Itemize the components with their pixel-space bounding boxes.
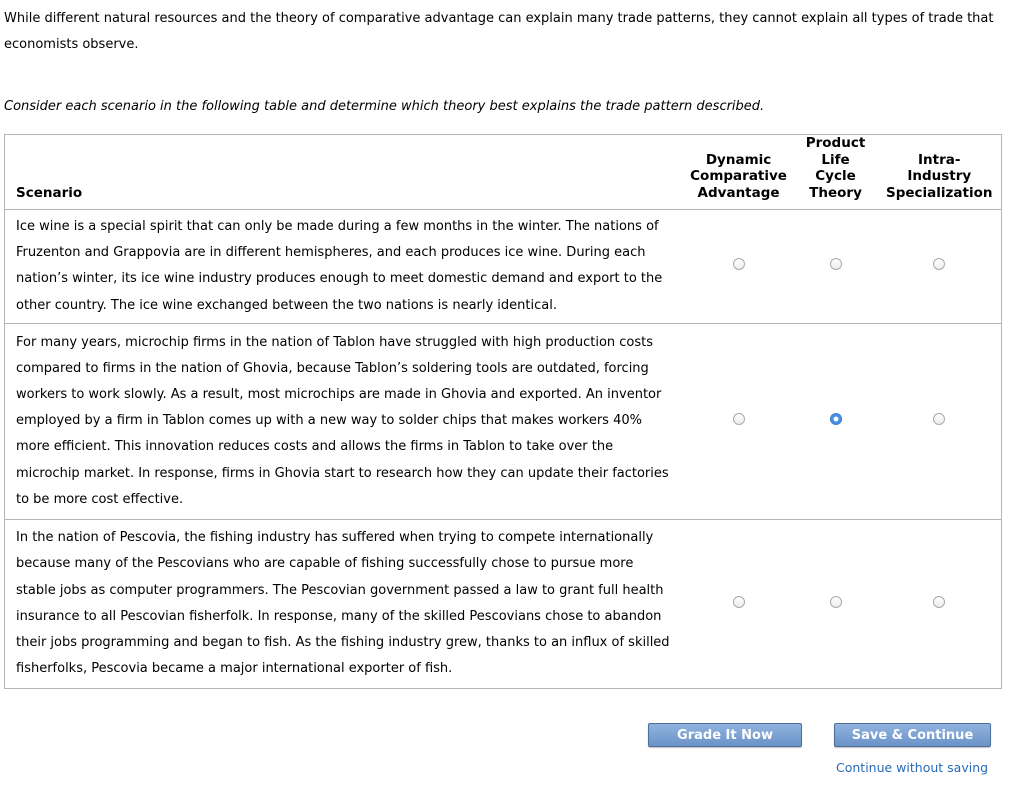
table-row <box>5 519 1002 688</box>
scenario-header: Scenario <box>16 184 83 201</box>
column-header-line: Specialization <box>886 184 993 201</box>
radio-dynamic-comparative-advantage[interactable] <box>733 413 745 425</box>
column-header-intra-industry-specialization <box>878 135 1002 210</box>
radio-dynamic-comparative-advantage[interactable] <box>733 596 745 608</box>
column-header-line: Intra- <box>918 151 961 168</box>
column-header-line: Product <box>805 135 866 151</box>
radio-intra-industry-specialization[interactable] <box>933 258 945 270</box>
radio-cell <box>794 323 878 519</box>
scenario-text: Ice wine is a special spirit that can only be made during a few months in the winter. The nations of Fruzenton and Grappovia are in different hemispheres, and each produces ice wine. During each nation’s winter, its ice wine industry produces enough to meet domestic demand and export to the other country. The ice wine exchanged between the two nations is nearly identical. <box>5 210 684 324</box>
scenario-table <box>4 134 1002 689</box>
scenario-text: For many years, microchip firms in the nation of Tablon have struggled with high production costs compared to firms in the nation of Ghovia, because Tablon’s soldering tools are outdated, forcing workers to work slowly. As a result, most microchips are made in Ghovia and exported. An inventor employed by a firm in Tablon comes up with a new way to solder chips that makes workers 40% more efficient. This innovation reduces costs and allows the firms in Tablon to take over the microchip market. In response, firms in Ghovia start to research how they can update their factories to be more cost effective. <box>5 323 684 519</box>
column-header-line: Theory <box>809 184 862 201</box>
column-header-line: Industry <box>907 168 972 184</box>
column-header-dynamic-comparative-advantage <box>684 135 794 210</box>
column-header-line: Cycle <box>815 168 856 184</box>
table-row <box>5 323 1002 519</box>
radio-cell <box>794 519 878 688</box>
scenario-text: In the nation of Pescovia, the fishing industry has suffered when trying to compete internationally because many of the Pescovians who are capable of fishing successfully chose to pursue more stable jobs as computer programmers. The Pescovian government passed a law to grant full health insurance to all Pescovian fisherfolk. In response, many of the skilled Pescovians chose to abandon their jobs programming and began to fish. As the fishing industry grew, thanks to an influx of skilled fisherfolks, Pescovia became a major international exporter of fish. <box>5 519 684 688</box>
continue-without-saving-link[interactable]: Continue without saving <box>836 760 989 775</box>
instruction-text: Consider each scenario in the following table and determine which theory best explains the trade pattern described. <box>4 99 765 114</box>
radio-product-life-cycle-theory[interactable] <box>830 258 842 270</box>
radio-product-life-cycle-theory[interactable] <box>830 413 842 425</box>
radio-cell <box>878 210 1002 324</box>
column-header-line: Comparative <box>690 168 787 184</box>
table-header-row <box>5 135 1002 210</box>
radio-cell <box>794 210 878 324</box>
save-and-continue-button[interactable]: Save & Continue <box>834 723 991 747</box>
intro-text: While different natural resources and the theory of comparative advantage can explain many trade patterns, they cannot explain all types of trade that economists observe. <box>4 11 994 52</box>
table-row <box>5 210 1002 324</box>
radio-cell <box>684 323 794 519</box>
grade-it-now-button[interactable]: Grade It Now <box>648 723 802 747</box>
column-header-line: Advantage <box>697 184 780 201</box>
radio-cell <box>878 323 1002 519</box>
radio-cell <box>684 519 794 688</box>
radio-dynamic-comparative-advantage[interactable] <box>733 258 745 270</box>
column-header-line: Life <box>821 151 850 168</box>
radio-cell <box>878 519 1002 688</box>
radio-intra-industry-specialization[interactable] <box>933 413 945 425</box>
column-header-line: Dynamic <box>705 151 772 168</box>
radio-cell <box>684 210 794 324</box>
radio-intra-industry-specialization[interactable] <box>933 596 945 608</box>
radio-product-life-cycle-theory[interactable] <box>830 596 842 608</box>
column-header-product-life-cycle-theory <box>794 135 878 210</box>
